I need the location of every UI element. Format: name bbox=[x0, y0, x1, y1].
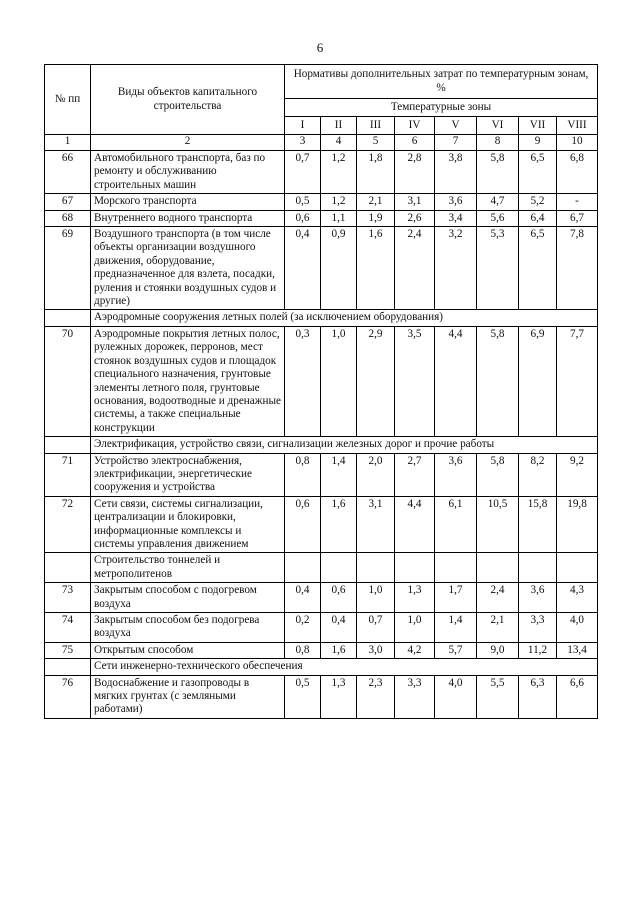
section-row bbox=[45, 553, 598, 583]
row-value-zone-1: 0,5 bbox=[285, 194, 321, 210]
row-object-name: Автомобильного транспорта, баз по ремонту и обслуживанию строительных машин bbox=[91, 151, 285, 194]
table-row bbox=[45, 326, 598, 436]
section-title: Аэродромные сооружения летных полей (за исключением оборудования) bbox=[91, 310, 598, 326]
row-value-zone-7: 3,6 bbox=[519, 583, 557, 613]
row-value-zone-2: 0,9 bbox=[321, 227, 357, 310]
row-number: 71 bbox=[45, 453, 91, 496]
row-value-zone-7: 8,2 bbox=[519, 453, 557, 496]
row-value-zone-3: 1,6 bbox=[357, 227, 395, 310]
row-object-name: Внутреннего водного транспорта bbox=[91, 210, 285, 226]
row-value-zone-2: 1,2 bbox=[321, 194, 357, 210]
row-value-zone-3: 0,7 bbox=[357, 613, 395, 643]
table-row bbox=[45, 675, 598, 718]
row-value-zone-4: 1,0 bbox=[395, 613, 435, 643]
row-value-zone-3: 2,0 bbox=[357, 453, 395, 496]
section-row bbox=[45, 659, 598, 675]
table-row bbox=[45, 496, 598, 553]
row-value-zone-5: 3,6 bbox=[435, 453, 477, 496]
row-value-zone-3: 3,0 bbox=[357, 642, 395, 658]
row-value-zone-4: 4,2 bbox=[395, 642, 435, 658]
row-value-zone-2: 1,3 bbox=[321, 675, 357, 718]
row-value-zone-6: 5,8 bbox=[477, 326, 519, 436]
row-value-zone-2: 1,6 bbox=[321, 496, 357, 553]
row-value-zone-8: 7,8 bbox=[557, 227, 598, 310]
row-value-zone-2: 0,6 bbox=[321, 583, 357, 613]
row-value-zone-8: 6,8 bbox=[557, 151, 598, 194]
row-value-zone-4: 3,1 bbox=[395, 194, 435, 210]
row-value-zone-8: 13,4 bbox=[557, 642, 598, 658]
section-title: Сети инженерно-технического обеспечения bbox=[91, 659, 598, 675]
row-value-zone-7: 3,3 bbox=[519, 613, 557, 643]
row-value-zone-4: 2,8 bbox=[395, 151, 435, 194]
row-number: 73 bbox=[45, 583, 91, 613]
row-value-zone-1: 0,3 bbox=[285, 326, 321, 436]
row-value-zone-3: 2,3 bbox=[357, 675, 395, 718]
row-object-name: Закрытым способом с подогревом воздуха bbox=[91, 583, 285, 613]
row-value-zone-2: 1,2 bbox=[321, 151, 357, 194]
row-value-zone-1: 0,6 bbox=[285, 210, 321, 226]
row-value-zone-5: 1,7 bbox=[435, 583, 477, 613]
row-value-zone-6: 9,0 bbox=[477, 642, 519, 658]
row-value-zone-5: 6,1 bbox=[435, 496, 477, 553]
row-value-zone-5: 4,0 bbox=[435, 675, 477, 718]
column-index-4: 4 bbox=[321, 135, 357, 151]
row-number: 74 bbox=[45, 613, 91, 643]
header-col-object-type: Виды объектов капитального строительства bbox=[91, 65, 285, 135]
row-object-name: Аэродромные покрытия летных полос, рулежных дорожек, перронов, мест стоянок воздушных судов и площадок специального назначения, грунтовые элементы летного поля, грунтовые основания, водоотводные и дренажные системы, а также специальные конструкции bbox=[91, 326, 285, 436]
row-number: 69 bbox=[45, 227, 91, 310]
row-value-zone-4: 2,7 bbox=[395, 453, 435, 496]
column-index-1: 1 bbox=[45, 135, 91, 151]
row-value-zone-6: 5,8 bbox=[477, 151, 519, 194]
row-value-zone-3: 3,1 bbox=[357, 496, 395, 553]
row-value-zone-1: 0,8 bbox=[285, 453, 321, 496]
column-index-6: 6 bbox=[395, 135, 435, 151]
section-empty-cell bbox=[395, 553, 435, 583]
section-empty-cell bbox=[321, 553, 357, 583]
column-index-8: 8 bbox=[477, 135, 519, 151]
row-value-zone-4: 1,3 bbox=[395, 583, 435, 613]
section-empty-cell bbox=[519, 553, 557, 583]
column-index-3: 3 bbox=[285, 135, 321, 151]
row-value-zone-7: 6,5 bbox=[519, 151, 557, 194]
row-value-zone-2: 1,6 bbox=[321, 642, 357, 658]
row-value-zone-1: 0,7 bbox=[285, 151, 321, 194]
row-object-name: Сети связи, системы сигнализации, централизации и блокировки, информационные комплексы и системы управления движением bbox=[91, 496, 285, 553]
section-row bbox=[45, 437, 598, 453]
row-value-zone-5: 1,4 bbox=[435, 613, 477, 643]
norms-table bbox=[44, 64, 598, 719]
row-value-zone-5: 5,7 bbox=[435, 642, 477, 658]
row-number: 67 bbox=[45, 194, 91, 210]
section-title: Электрификация, устройство связи, сигнализации железных дорог и прочие работы bbox=[91, 437, 598, 453]
column-index-10: 10 bbox=[557, 135, 598, 151]
section-number-cell bbox=[45, 437, 91, 453]
column-index-9: 9 bbox=[519, 135, 557, 151]
row-value-zone-7: 6,3 bbox=[519, 675, 557, 718]
row-value-zone-5: 3,4 bbox=[435, 210, 477, 226]
row-value-zone-7: 6,4 bbox=[519, 210, 557, 226]
table-row bbox=[45, 227, 598, 310]
row-value-zone-1: 0,8 bbox=[285, 642, 321, 658]
row-object-name: Воздушного транспорта (в том числе объекты организации воздушного движения, оборудование, предназначенное для взлета, посадки, руления и стоянки воздушных судов и другие) bbox=[91, 227, 285, 310]
row-value-zone-5: 3,8 bbox=[435, 151, 477, 194]
row-value-zone-7: 6,9 bbox=[519, 326, 557, 436]
column-index-7: 7 bbox=[435, 135, 477, 151]
column-index-5: 5 bbox=[357, 135, 395, 151]
header-zone-8: VIII bbox=[557, 117, 598, 135]
row-value-zone-8: 4,0 bbox=[557, 613, 598, 643]
section-empty-cell bbox=[285, 553, 321, 583]
row-value-zone-3: 1,9 bbox=[357, 210, 395, 226]
row-value-zone-2: 1,1 bbox=[321, 210, 357, 226]
header-col-number: № пп bbox=[45, 65, 91, 135]
row-value-zone-8: 9,2 bbox=[557, 453, 598, 496]
header-zone-2: II bbox=[321, 117, 357, 135]
row-value-zone-7: 11,2 bbox=[519, 642, 557, 658]
row-value-zone-7: 6,5 bbox=[519, 227, 557, 310]
column-index-2: 2 bbox=[91, 135, 285, 151]
row-value-zone-7: 15,8 bbox=[519, 496, 557, 553]
table-body bbox=[45, 151, 598, 719]
row-value-zone-2: 0,4 bbox=[321, 613, 357, 643]
header-zone-6: VI bbox=[477, 117, 519, 135]
row-value-zone-1: 0,2 bbox=[285, 613, 321, 643]
row-value-zone-8: - bbox=[557, 194, 598, 210]
row-value-zone-7: 5,2 bbox=[519, 194, 557, 210]
row-value-zone-8: 6,6 bbox=[557, 675, 598, 718]
header-temperature-zones: Температурные зоны bbox=[285, 99, 598, 117]
row-value-zone-1: 0,4 bbox=[285, 583, 321, 613]
row-value-zone-1: 0,4 bbox=[285, 227, 321, 310]
row-value-zone-4: 2,4 bbox=[395, 227, 435, 310]
section-number-cell bbox=[45, 310, 91, 326]
section-empty-cell bbox=[357, 553, 395, 583]
row-value-zone-6: 5,5 bbox=[477, 675, 519, 718]
row-value-zone-3: 1,0 bbox=[357, 583, 395, 613]
row-value-zone-4: 2,6 bbox=[395, 210, 435, 226]
row-value-zone-6: 5,8 bbox=[477, 453, 519, 496]
section-empty-cell bbox=[477, 553, 519, 583]
section-empty-cell bbox=[435, 553, 477, 583]
row-value-zone-3: 1,8 bbox=[357, 151, 395, 194]
page-number: 6 bbox=[316, 40, 324, 55]
row-number: 76 bbox=[45, 675, 91, 718]
table-row bbox=[45, 583, 598, 613]
row-value-zone-5: 4,4 bbox=[435, 326, 477, 436]
table-row bbox=[45, 151, 598, 194]
row-number: 66 bbox=[45, 151, 91, 194]
row-object-name: Морского транспорта bbox=[91, 194, 285, 210]
row-value-zone-2: 1,4 bbox=[321, 453, 357, 496]
row-value-zone-4: 4,4 bbox=[395, 496, 435, 553]
row-value-zone-6: 5,3 bbox=[477, 227, 519, 310]
section-number-cell bbox=[45, 659, 91, 675]
row-value-zone-2: 1,0 bbox=[321, 326, 357, 436]
row-value-zone-6: 4,7 bbox=[477, 194, 519, 210]
row-number: 70 bbox=[45, 326, 91, 436]
section-empty-cell bbox=[557, 553, 598, 583]
row-value-zone-6: 2,4 bbox=[477, 583, 519, 613]
header-col-norms: Нормативы дополнительных затрат по температурным зонам, % bbox=[285, 65, 598, 99]
row-value-zone-5: 3,6 bbox=[435, 194, 477, 210]
row-object-name: Закрытым способом без подогрева воздуха bbox=[91, 613, 285, 643]
row-value-zone-8: 7,7 bbox=[557, 326, 598, 436]
row-object-name: Водоснабжение и газопроводы в мягких грунтах (с земляными работами) bbox=[91, 675, 285, 718]
header-zone-7: VII bbox=[519, 117, 557, 135]
table-row bbox=[45, 642, 598, 658]
header-zone-3: III bbox=[357, 117, 395, 135]
row-value-zone-3: 2,1 bbox=[357, 194, 395, 210]
row-value-zone-1: 0,5 bbox=[285, 675, 321, 718]
header-index-row bbox=[45, 135, 598, 151]
row-value-zone-4: 3,3 bbox=[395, 675, 435, 718]
row-value-zone-6: 10,5 bbox=[477, 496, 519, 553]
table-row bbox=[45, 194, 598, 210]
row-value-zone-1: 0,6 bbox=[285, 496, 321, 553]
row-value-zone-3: 2,9 bbox=[357, 326, 395, 436]
table-row bbox=[45, 453, 598, 496]
header-zone-1: I bbox=[285, 117, 321, 135]
row-number: 68 bbox=[45, 210, 91, 226]
row-value-zone-6: 2,1 bbox=[477, 613, 519, 643]
table-row bbox=[45, 210, 598, 226]
row-object-name: Устройство электроснабжения, электрификации, энергетические сооружения и устройства bbox=[91, 453, 285, 496]
row-value-zone-4: 3,5 bbox=[395, 326, 435, 436]
row-value-zone-8: 4,3 bbox=[557, 583, 598, 613]
row-number: 72 bbox=[45, 496, 91, 553]
section-title: Строительство тоннелей и метрополитенов bbox=[91, 553, 285, 583]
section-row bbox=[45, 310, 598, 326]
row-object-name: Открытым способом bbox=[91, 642, 285, 658]
header-zone-4: IV bbox=[395, 117, 435, 135]
header-zone-5: V bbox=[435, 117, 477, 135]
row-value-zone-6: 5,6 bbox=[477, 210, 519, 226]
table-row bbox=[45, 613, 598, 643]
row-value-zone-8: 19,8 bbox=[557, 496, 598, 553]
row-value-zone-5: 3,2 bbox=[435, 227, 477, 310]
section-number-cell bbox=[45, 553, 91, 583]
row-number: 75 bbox=[45, 642, 91, 658]
row-value-zone-8: 6,7 bbox=[557, 210, 598, 226]
